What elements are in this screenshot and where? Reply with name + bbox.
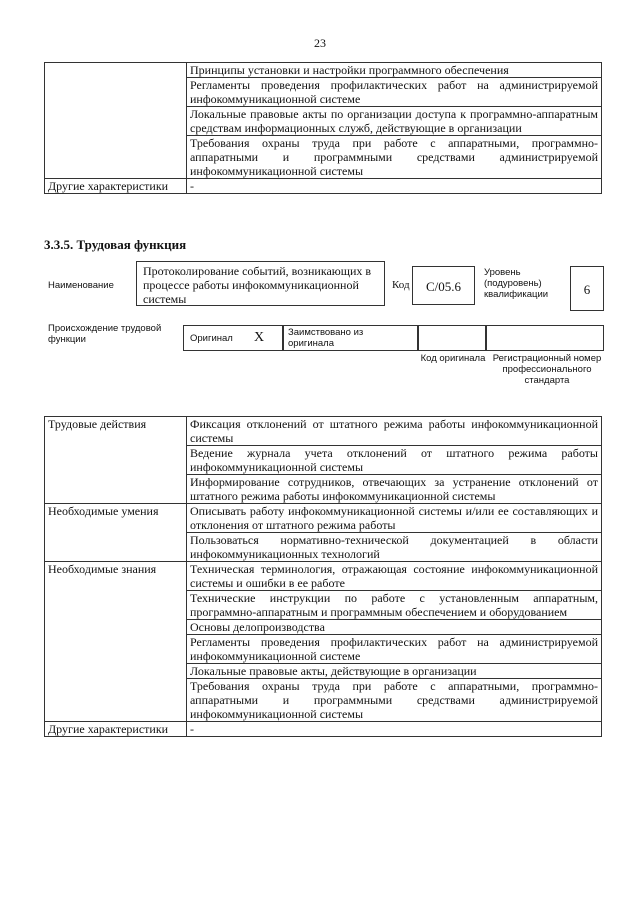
table-cell: Информирование сотрудников, отвечающих за устранение отклонений от штатного режима работы инфокоммуникационной системы <box>187 475 602 504</box>
table-cell: Ведение журнала учета отклонений от штатного режима работы инфокоммуникационной системы <box>187 446 602 475</box>
table-cell: Принципы установки и настройки программного обеспечения <box>187 63 602 78</box>
table-row <box>45 417 602 446</box>
table-cell: Основы делопроизводства <box>187 620 602 635</box>
labor-actions-label: Трудовые действия <box>45 417 187 504</box>
name-label: Наименование <box>48 280 114 291</box>
original-code-box <box>418 325 486 351</box>
knowledge-label: Необходимые знания <box>45 562 187 722</box>
table-cell: Описывать работу инфокоммуникационной системы и/или ее составляющих и отклонения от штатного режима работы <box>187 504 602 533</box>
table-row <box>45 63 602 78</box>
table-cell: Регламенты проведения профилактических работ на администрируемой инфокоммуникационной системе <box>187 635 602 664</box>
function-code: C/05.6 <box>412 266 475 305</box>
borrowed-label: Заимствовано из оригинала <box>288 327 364 349</box>
section-title: 3.3.5. Трудовая функция <box>44 237 187 252</box>
registration-caption: Регистрационный номер профессионального стандарта <box>492 353 602 386</box>
original-code-caption: Код оригинала <box>420 353 486 364</box>
table-cell: Технические инструкции по работе с установленным аппаратным, программно-аппаратным и программным обеспечением и оборудованием <box>187 591 602 620</box>
knowledge-table-continued <box>44 62 602 194</box>
table-cell: Локальные правовые акты по организации доступа к программно-аппаратным средствам информационных служб, действующие в организации <box>187 107 602 136</box>
table-row <box>45 179 602 194</box>
other-characteristics-value: - <box>187 179 602 194</box>
code-label: Код <box>392 279 410 291</box>
registration-number-box <box>486 325 604 351</box>
table-cell: Регламенты проведения профилактических работ на администрируемой инфокоммуникационной системе <box>187 78 602 107</box>
borrowed-box <box>283 325 418 351</box>
original-mark: X <box>254 330 265 345</box>
original-label: Оригинал <box>190 333 233 344</box>
table-cell: Пользоваться нормативно-технической документацией в области инфокоммуникационных технологий <box>187 533 602 562</box>
labor-function-table <box>44 416 602 737</box>
table-row <box>45 504 602 533</box>
table-cell: Фиксация отклонений от штатного режима работы инфокоммуникационной системы <box>187 417 602 446</box>
empty-label-cell <box>45 63 187 179</box>
function-name: Протоколирование событий, возникающих в процессе работы инфокоммуникационной системы <box>136 261 385 306</box>
original-box <box>183 325 283 351</box>
origin-label: Происхождение трудовой функции <box>48 323 162 345</box>
other-characteristics-value: - <box>187 722 602 737</box>
level-label: Уровень (подуровень) квалификации <box>484 267 549 300</box>
page-number: 23 <box>314 36 326 50</box>
qualification-level: 6 <box>570 266 604 311</box>
table-cell: Требования охраны труда при работе с аппаратными, программно-аппаратными и программными средствами администрируемой инфокоммуникационной системы <box>187 136 602 179</box>
table-row <box>45 562 602 591</box>
table-row <box>45 722 602 737</box>
table-cell: Техническая терминология, отражающая состояние инфокоммуникационной системы и ошибки в ее работе <box>187 562 602 591</box>
other-characteristics-label: Другие характеристики <box>45 722 187 737</box>
skills-label: Необходимые умения <box>45 504 187 562</box>
other-characteristics-label: Другие характеристики <box>45 179 187 194</box>
table-cell: Локальные правовые акты, действующие в организации <box>187 664 602 679</box>
table-cell: Требования охраны труда при работе с аппаратными, программно-аппаратными и программными средствами администрируемой инфокоммуникационной системы <box>187 679 602 722</box>
